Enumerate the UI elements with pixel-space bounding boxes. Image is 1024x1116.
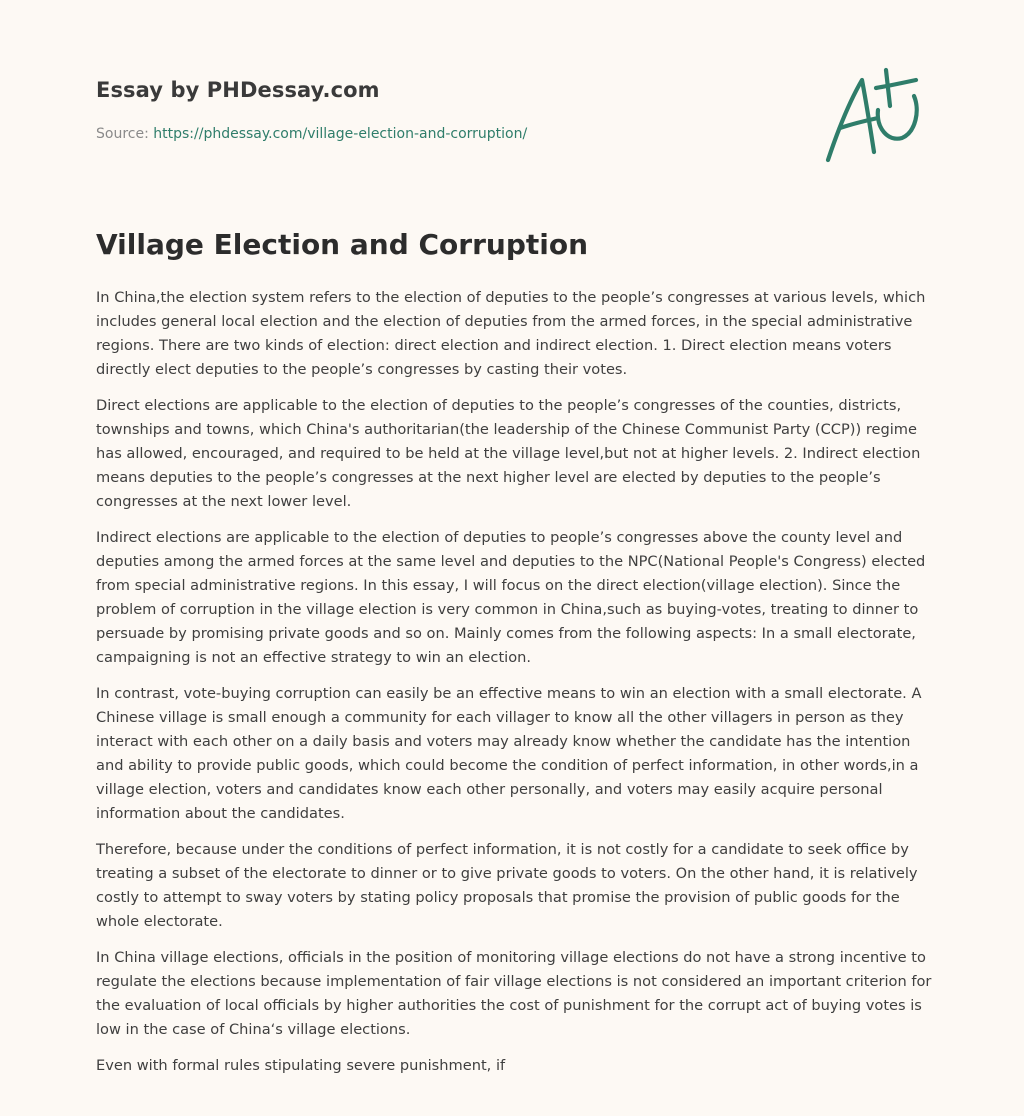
essay-header [96, 74, 796, 144]
essay-body [96, 286, 932, 1090]
essay-paragraph: Direct elections are applicable to the election of deputies to the people’s congresses of the counties, districts, townships and towns, which China's authoritarian(the leadership of the Chinese Communist Party (CCP)) regime has allowed, encouraged, and required to be held at the village level,but not at higher levels. 2. Indirect election means deputies to the people’s congresses at the next higher level are elected by deputies to the people’s congresses at the next lower level. [96, 397, 921, 510]
essay-paragraph: Indirect elections are applicable to the election of deputies to people’s congresses above the county level and deputies among the armed forces at the same level and deputies to the NPC(National People's Congress) elected from special administrative regions. In this essay, I will focus on the direct election(village election). Since the problem of corruption in the village election is very common in China,such as buying-votes, treating to dinner to persuade by promising private goods and so on. Mainly comes from the following aspects: In a small electorate, campaigning is not an effective strategy to win an election. [96, 529, 926, 666]
essay-paragraph: Therefore, because under the conditions of perfect information, it is not costly for a candidate to seek office by treating a subset of the electorate to dinner or to give private goods to voters. On the other hand, it is relatively costly to attempt to sway voters by stating policy proposals that promise the provision of public goods for the whole electorate. [96, 841, 918, 930]
source-link[interactable]: https://phdessay.com/village-election-and-corruption/ [153, 126, 528, 142]
essay-paragraph: In China village elections, officials in the position of monitoring village elections do not have a strong incentive to regulate the elections because implementation of fair village elections is not considered an important criterion for the evaluation of local officials by higher authorities the cost of punishment for the corrupt act of buying votes is low in the case of China‘s village elections. [96, 949, 932, 1038]
site-brand: Essay by PHDessay.com [96, 78, 380, 102]
source-line [96, 124, 796, 144]
a-plus-logo-icon [818, 66, 928, 166]
essay-paragraph: In contrast, vote-buying corruption can easily be an effective means to win an election with a small electorate. A Chinese village is small enough a community for each villager to know all the other villagers in person as they interact with each other on a daily basis and voters may already know whether the candidate has the intention and ability to provide public goods, which could become the condition of perfect information, in other words,in a village election, voters and candidates know each other personally, and voters may easily acquire personal information about the candidates. [96, 685, 922, 822]
essay-paragraph: In China,the election system refers to the election of deputies to the people’s congresses at various levels, which includes general local election and the election of deputies from the armed forces, in the special administrative regions. There are two kinds of election: direct election and indirect election. 1. Direct election means voters directly elect deputies to the people’s congresses by casting their votes. [96, 289, 926, 378]
essay-paragraph: Even with formal rules stipulating severe punishment, if [96, 1057, 506, 1074]
essay-title: Village Election and Corruption [96, 228, 589, 261]
source-label: Source: [96, 126, 154, 142]
